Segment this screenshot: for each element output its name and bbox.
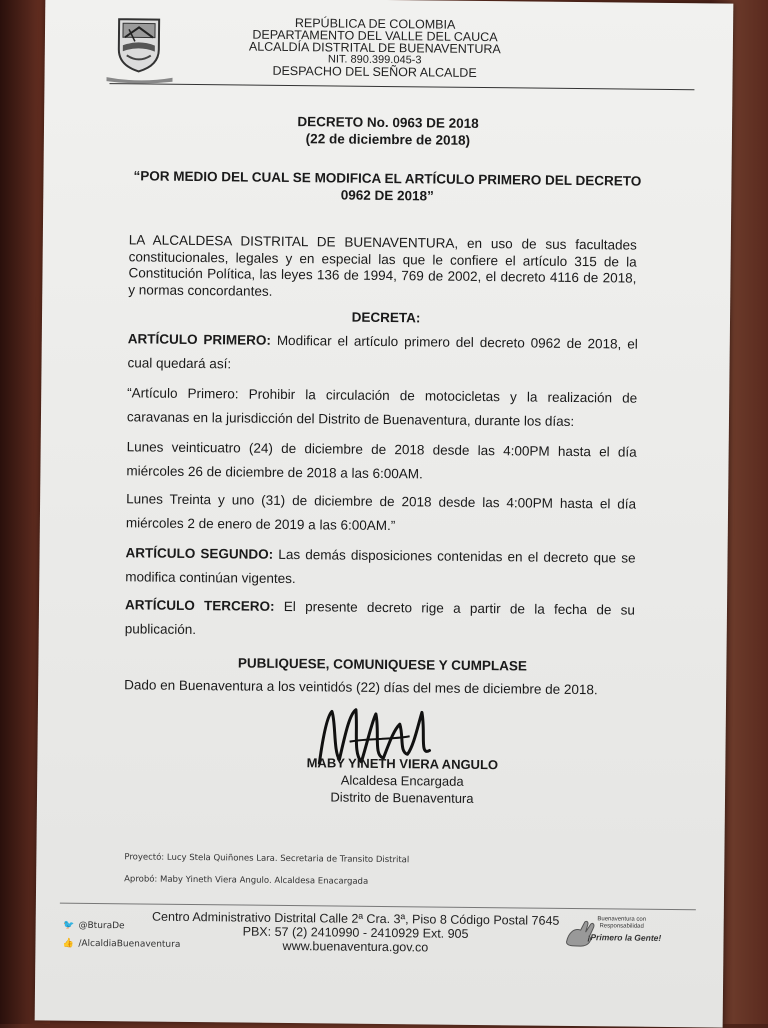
article-tercero-label: ARTÍCULO TERCERO: bbox=[124, 597, 275, 614]
thumbs-up-icon: 👍 bbox=[62, 938, 75, 949]
article-primero-text: Modificar el artículo primero del decreto 0962 de 2018, el cual quedará así: bbox=[127, 332, 638, 372]
date-range-1: Lunes veinticuatro (24) de diciembre de 2018 desde las 4:00PM hasta el día miércoles 26 de diciembre de 2018 a las 6:00AM. bbox=[126, 439, 637, 482]
signer-role: Alcaldesa Encargada bbox=[340, 772, 464, 789]
signer-name: MABY YINETH VIERA ANGULO bbox=[306, 755, 499, 773]
header-line: NIT. 890.399.045-3 bbox=[327, 53, 422, 67]
letterhead-text bbox=[215, 16, 536, 79]
article-segundo-label: ARTÍCULO SEGUNDO: bbox=[125, 545, 274, 562]
signer-office: Distrito de Buenaventura bbox=[330, 789, 474, 806]
twitter-text: @BturaDe bbox=[78, 920, 125, 932]
document-page bbox=[35, 0, 734, 1028]
article-primero bbox=[127, 327, 637, 380]
facebook-text: /AlcaldiaBuenaventura bbox=[78, 938, 181, 950]
article-tercero bbox=[125, 593, 635, 646]
footer-phone: PBX: 57 (2) 2410990 - 2410929 Ext. 905 bbox=[242, 924, 469, 941]
header-divider bbox=[109, 83, 694, 90]
quote-intro: “Artículo Primero: Prohibir la circulación de motocicletas y la realización de caravanas en la jurisdicción del Distrito de Buenaventura, durante los días: bbox=[126, 385, 638, 429]
date-range-2: Lunes Treinta y uno (31) de diciembre de 2018 desde las 4:00PM hasta el día miércoles 2 de enero de 2019 a las 6:00AM.” bbox=[125, 491, 637, 534]
twitter-bird-icon: 🐦 bbox=[62, 920, 75, 931]
article-segundo-text: Las demás disposiciones contenidas en el decreto que se modifica continúan vigentes. bbox=[125, 546, 636, 587]
publiquese-heading: PUBLIQUESE, COMUNIQUESE Y CUMPLASE bbox=[237, 655, 527, 674]
badge-slogan: ¡Primero la Gente! bbox=[587, 932, 662, 943]
decree-number: DECRETO No. 0963 DE 2018 bbox=[297, 114, 479, 131]
decree-date: (22 de diciembre de 2018) bbox=[305, 131, 471, 148]
article-segundo bbox=[125, 541, 635, 594]
twitter-handle bbox=[62, 921, 125, 932]
article-primero-label: ARTÍCULO PRIMERO: bbox=[127, 331, 272, 348]
dado-line: Dado en Buenaventura a los veintidós (22) días del mes de diciembre de 2018. bbox=[124, 677, 598, 698]
decreta-heading: DECRETA: bbox=[351, 309, 421, 326]
preamble: LA ALCALDESA DISTRITAL DE BUENAVENTURA, en uso de sus facultades constitucionales, legales y en especial las que le confiere el artículo 315 de la Constitución Política, las leyes 136 de 1994, 769 de 2002, el decreto 4116 de 2018, y normas concordantes. bbox=[128, 232, 637, 299]
coat-of-arms-icon bbox=[111, 15, 168, 74]
credit-aprobo: Aprobó: Maby Yineth Viera Angulo. Alcaldesa Enacargada bbox=[124, 874, 369, 887]
footer-address: Centro Administrativo Distrital Calle 2ª Cra. 3ª, Piso 8 Código Postal 7645 bbox=[151, 909, 560, 928]
credit-proyecto: Proyectó: Lucy Stela Quiñones Lara. Secretaria de Transito Distrital bbox=[124, 852, 410, 866]
decree-subject-line1: “POR MEDIO DEL CUAL SE MODIFICA EL ARTÍCULO PRIMERO DEL DECRETO bbox=[133, 168, 642, 189]
decree-subject-line2: 0962 DE 2018” bbox=[340, 187, 434, 204]
article-tercero-text: El presente decreto rige a partir de la fecha de su publicación. bbox=[124, 598, 636, 638]
letterhead bbox=[45, 14, 733, 80]
header-line: REPÚBLICA DE COLOMBIA bbox=[294, 16, 456, 32]
badge-top-text: Buenaventura con Responsabilidad bbox=[597, 916, 647, 930]
footer-contact bbox=[145, 910, 565, 956]
header-line: DESPACHO DEL SEÑOR ALCALDE bbox=[272, 63, 477, 80]
header-line: ALCALDÍA DISTRITAL DE BUENAVENTURA bbox=[248, 39, 501, 57]
footer-web: www.buenaventura.gov.co bbox=[282, 938, 429, 955]
header-line: DEPARTAMENTO DEL VALLE DEL CAUCA bbox=[252, 27, 498, 45]
